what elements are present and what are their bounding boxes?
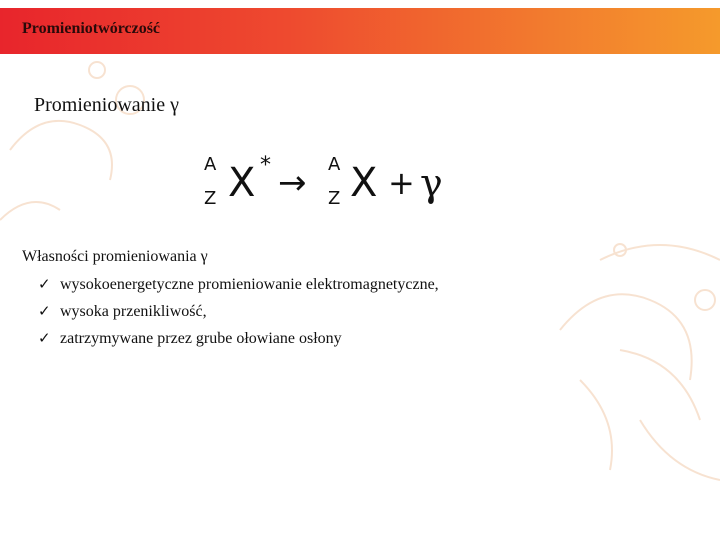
list-item-text: wysoka przenikliwość, bbox=[60, 303, 207, 320]
list-item-text: wysokoenergetyczne promieniowanie elektromagnetyczne, bbox=[60, 276, 439, 293]
check-icon: ✓ bbox=[38, 302, 51, 320]
check-icon: ✓ bbox=[38, 275, 51, 293]
list-item bbox=[38, 274, 439, 301]
subtitle: Promieniowanie γ bbox=[34, 94, 179, 116]
gamma-symbol: γ bbox=[420, 161, 443, 205]
mass-number-right: A bbox=[328, 154, 341, 175]
plus-sign: + bbox=[388, 164, 415, 202]
properties-list bbox=[38, 274, 439, 355]
slide-title: Promieniotwórczość bbox=[22, 20, 161, 37]
gamma-decay-formula bbox=[200, 146, 460, 212]
check-icon: ✓ bbox=[38, 329, 51, 347]
list-item bbox=[38, 328, 439, 355]
properties-title: Własności promieniowania γ bbox=[22, 248, 208, 265]
atomic-number-left: Z bbox=[204, 188, 217, 209]
list-item-text: zatrzymywane przez grube ołowiane osłony bbox=[60, 330, 342, 347]
element-symbol-left: X bbox=[228, 160, 256, 206]
arrow: → bbox=[278, 163, 307, 203]
list-item bbox=[38, 301, 439, 328]
atomic-number-right: Z bbox=[328, 188, 341, 209]
excited-marker: * bbox=[260, 153, 271, 178]
element-symbol-right: X bbox=[350, 160, 378, 206]
mass-number-left: A bbox=[204, 154, 217, 175]
